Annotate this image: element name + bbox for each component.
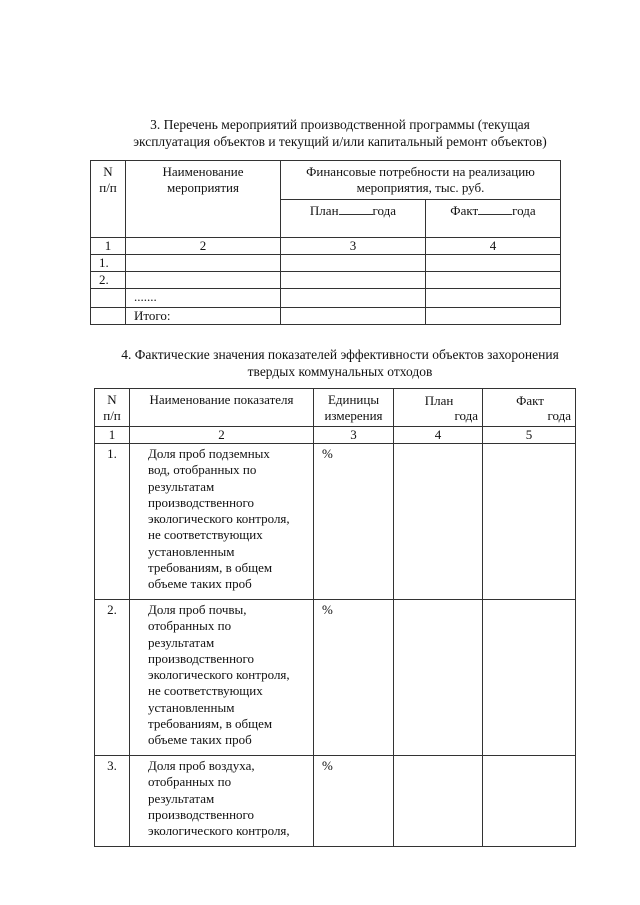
colnum-cell: 3 xyxy=(281,238,426,255)
plan-cell xyxy=(281,289,426,308)
fact-cell xyxy=(426,289,561,308)
indicator-line: требованиям, в общем xyxy=(148,716,273,732)
header-fact-line-1: Факт xyxy=(516,393,544,408)
indicator-name xyxy=(130,444,314,600)
header-financial-needs-line-2: мероприятия, тыс. руб. xyxy=(356,180,485,195)
section-4-title-line-2: твердых коммунальных отходов xyxy=(247,364,433,379)
activities-table xyxy=(90,160,561,325)
indicator-line: результатам xyxy=(148,790,215,806)
header-plan-year: года xyxy=(372,203,397,218)
plan-cell xyxy=(394,756,483,847)
section-4-title-line-1: 4. Фактические значения показателей эффективности объектов захоронения xyxy=(121,347,559,362)
indicator-line: установленным xyxy=(148,543,235,559)
indicator-line: объеме таких проб xyxy=(148,732,252,748)
header-units-line-1: Единицы xyxy=(327,392,380,407)
header-fact-line-2: года xyxy=(547,408,571,423)
colnum-cell: 4 xyxy=(394,427,483,444)
section-3-title xyxy=(80,116,600,150)
row-num xyxy=(91,289,126,308)
table-row xyxy=(91,272,561,289)
row-num: 2. xyxy=(91,272,126,289)
header-plan-line-1: План xyxy=(424,393,454,408)
header-num-line-2: п/п xyxy=(103,408,121,423)
row-name xyxy=(126,272,281,289)
fact-cell xyxy=(426,255,561,272)
header-indicator-name: Наименование показателя xyxy=(130,389,314,427)
indicator-line: Доля проб почвы, xyxy=(148,602,247,617)
plan-cell xyxy=(281,255,426,272)
colnum-cell: 1 xyxy=(95,427,130,444)
table-row-total xyxy=(91,308,561,325)
unit-cell: % xyxy=(314,756,394,847)
unit-cell: % xyxy=(314,600,394,756)
row-num: 3. xyxy=(95,756,130,847)
indicator-line: экологического контроля, xyxy=(148,511,290,527)
unit-cell: % xyxy=(314,444,394,600)
header-plan-line-2: года xyxy=(454,408,478,423)
colnum-cell: 3 xyxy=(314,427,394,444)
indicator-line: производственного xyxy=(148,494,255,510)
header-num-line-2: п/п xyxy=(99,180,117,195)
plan-cell xyxy=(394,600,483,756)
fact-year-blank xyxy=(478,203,512,215)
row-num: 2. xyxy=(95,600,130,756)
table-row xyxy=(95,600,576,756)
header-fact-word: Факт xyxy=(450,203,479,218)
header-units xyxy=(314,389,394,427)
header-num xyxy=(95,389,130,427)
table-row xyxy=(95,756,576,847)
section-4-title xyxy=(70,346,610,380)
indicator-line: отобранных по xyxy=(148,618,232,634)
indicator-line: не соответствующих xyxy=(148,527,263,543)
table-row xyxy=(95,444,576,600)
indicator-line: производственного xyxy=(148,650,255,666)
header-fact xyxy=(426,200,561,238)
colnum-cell: 4 xyxy=(426,238,561,255)
header-activity-name-line-1: Наименование xyxy=(162,164,244,179)
header-fact-year: года xyxy=(512,203,536,218)
header-financial-needs xyxy=(281,161,561,200)
indicator-line: результатам xyxy=(148,478,215,494)
indicator-line: Доля проб воздуха, xyxy=(148,758,255,773)
header-plan-word: План xyxy=(309,203,339,218)
header-activity-name-line-2: мероприятия xyxy=(166,180,239,195)
indicator-line: отобранных по xyxy=(148,774,232,790)
indicators-table xyxy=(94,388,576,847)
colnum-cell: 1 xyxy=(91,238,126,255)
fact-cell xyxy=(483,600,576,756)
fact-cell xyxy=(426,308,561,325)
table-row xyxy=(91,289,561,308)
row-num: 1. xyxy=(95,444,130,600)
fact-cell xyxy=(483,756,576,847)
fact-cell xyxy=(483,444,576,600)
colnum-cell: 5 xyxy=(483,427,576,444)
header-fact xyxy=(483,389,576,427)
indicator-line: установленным xyxy=(148,699,235,715)
indicator-line: экологического контроля, xyxy=(148,823,290,839)
row-name-total: Итого: xyxy=(126,308,281,325)
header-plan xyxy=(281,200,426,238)
row-name: ....... xyxy=(126,289,281,308)
row-name xyxy=(126,255,281,272)
table-row xyxy=(91,255,561,272)
header-num xyxy=(91,161,126,238)
header-units-line-2: измерения xyxy=(324,408,383,423)
section-3-title-line-1: 3. Перечень мероприятий производственной программы (текущая xyxy=(150,117,530,132)
section-3-title-line-2: эксплуатация объектов и текущий и/или капитальный ремонт объектов) xyxy=(133,134,547,149)
fact-cell xyxy=(426,272,561,289)
indicator-line: Доля проб подземных xyxy=(148,446,270,461)
indicator-line: экологического контроля, xyxy=(148,667,290,683)
indicator-line: производственного xyxy=(148,806,255,822)
plan-cell xyxy=(281,272,426,289)
row-num xyxy=(91,308,126,325)
indicator-line: вод, отобранных по xyxy=(148,462,257,478)
plan-year-blank xyxy=(339,203,373,215)
indicator-line: результатам xyxy=(148,634,215,650)
header-num-line-1: N xyxy=(107,392,117,407)
indicator-name xyxy=(130,756,314,847)
header-activity-name xyxy=(126,161,281,238)
plan-cell xyxy=(394,444,483,600)
indicator-line: объеме таких проб xyxy=(148,576,252,592)
header-num-line-1: N xyxy=(103,164,113,179)
header-financial-needs-line-1: Финансовые потребности на реализацию xyxy=(306,164,535,179)
indicator-name xyxy=(130,600,314,756)
indicator-line: не соответствующих xyxy=(148,683,263,699)
plan-cell xyxy=(281,308,426,325)
header-plan xyxy=(394,389,483,427)
colnum-cell: 2 xyxy=(130,427,314,444)
row-num: 1. xyxy=(91,255,126,272)
indicator-line: требованиям, в общем xyxy=(148,560,273,576)
colnum-cell: 2 xyxy=(126,238,281,255)
